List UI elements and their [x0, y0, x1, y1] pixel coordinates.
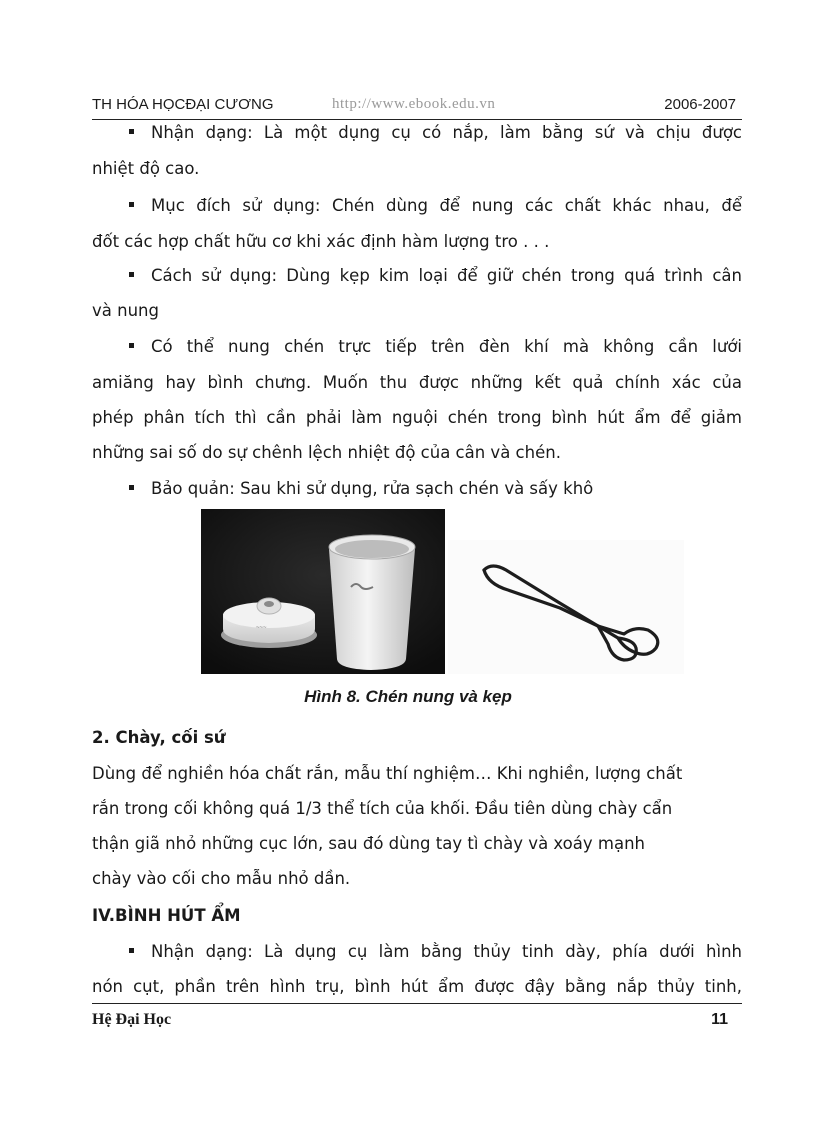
bullet-icon	[129, 343, 134, 348]
paragraph-text: Có thể nung chén trực tiếp trên đèn khí mà không cần lưới	[151, 337, 742, 356]
bullet-icon	[129, 129, 134, 134]
figure-caption: Hình 8. Chén nung và kẹp	[304, 687, 512, 706]
section-heading: IV.BÌNH HÚT ẨM	[92, 906, 241, 925]
bullet-paragraph	[92, 330, 742, 364]
paragraph-text: Cách sử dụng: Dùng kẹp kim loại để giữ chén trong quá trình cân	[151, 266, 742, 285]
bullet-icon	[129, 272, 134, 277]
section-heading: 2. Chày, cối sứ	[92, 728, 226, 747]
paragraph-text: đốt các hợp chất hữu cơ khi xác định hàm lượng tro . . .	[92, 232, 550, 251]
bullet-icon	[129, 202, 134, 207]
crucible-tongs-photo	[448, 540, 684, 674]
header-url[interactable]: http://www.ebook.edu.vn	[332, 96, 496, 112]
footer-rule	[92, 1003, 742, 1004]
paragraph-text: rắn trong cối không quá 1/3 thể tích của khối. Đầu tiên dùng chày cẩn	[92, 799, 673, 818]
header-course-title: TH HÓA HỌCĐẠI CƯƠNG	[92, 96, 274, 113]
bullet-paragraph	[92, 935, 742, 969]
paragraph-text: nhiệt độ cao.	[92, 159, 200, 178]
crucible-illustration	[201, 509, 445, 674]
paragraph-text: và nung	[92, 301, 159, 320]
paragraph-text: nón cụt, phần trên hình trụ, bình hút ẩm được đậy bằng nắp thủy tinh,	[92, 977, 742, 996]
paragraph-text: Nhận dạng: Là dụng cụ làm bằng thủy tinh dày, phía dưới hình	[151, 942, 742, 961]
paragraph-text: Mục đích sử dụng: Chén dùng để nung các chất khác nhau, để	[151, 196, 742, 215]
bullet-icon	[129, 948, 134, 953]
footer-label: Hệ Đại Học	[92, 1011, 172, 1028]
svg-text:~~~: ~~~	[256, 625, 267, 631]
paragraph-text: Dùng để nghiền hóa chất rắn, mẫu thí nghiệm… Khi nghiền, lượng chất	[92, 764, 683, 783]
bullet-paragraph	[92, 116, 742, 150]
paragraph-text: thận giã nhỏ những cục lớn, sau đó dùng tay tì chày và xoáy mạnh	[92, 834, 645, 853]
page-header	[92, 96, 736, 118]
crucible-photo	[201, 509, 445, 674]
paragraph-text: phép phân tích thì cần phải làm nguội chén trong bình hút ẩm để giảm	[92, 408, 742, 427]
bullet-paragraph	[92, 472, 742, 506]
page-number: 11	[711, 1011, 728, 1028]
header-year: 2006-2007	[664, 96, 736, 113]
paragraph-text: Nhận dạng: Là một dụng cụ có nắp, làm bằng sứ và chịu được	[151, 123, 742, 142]
paragraph-text: Bảo quản: Sau khi sử dụng, rửa sạch chén và sấy khô	[151, 479, 594, 498]
tongs-illustration	[448, 540, 684, 674]
bullet-icon	[129, 485, 134, 490]
paragraph-text: amiăng hay bình chưng. Muốn thu được những kết quả chính xác của	[92, 373, 742, 392]
paragraph-text: những sai số do sự chênh lệch nhiệt độ của cân và chén.	[92, 443, 561, 462]
bullet-paragraph	[92, 259, 742, 293]
bullet-paragraph	[92, 189, 742, 223]
paragraph-text: chày vào cối cho mẫu nhỏ dần.	[92, 869, 351, 888]
